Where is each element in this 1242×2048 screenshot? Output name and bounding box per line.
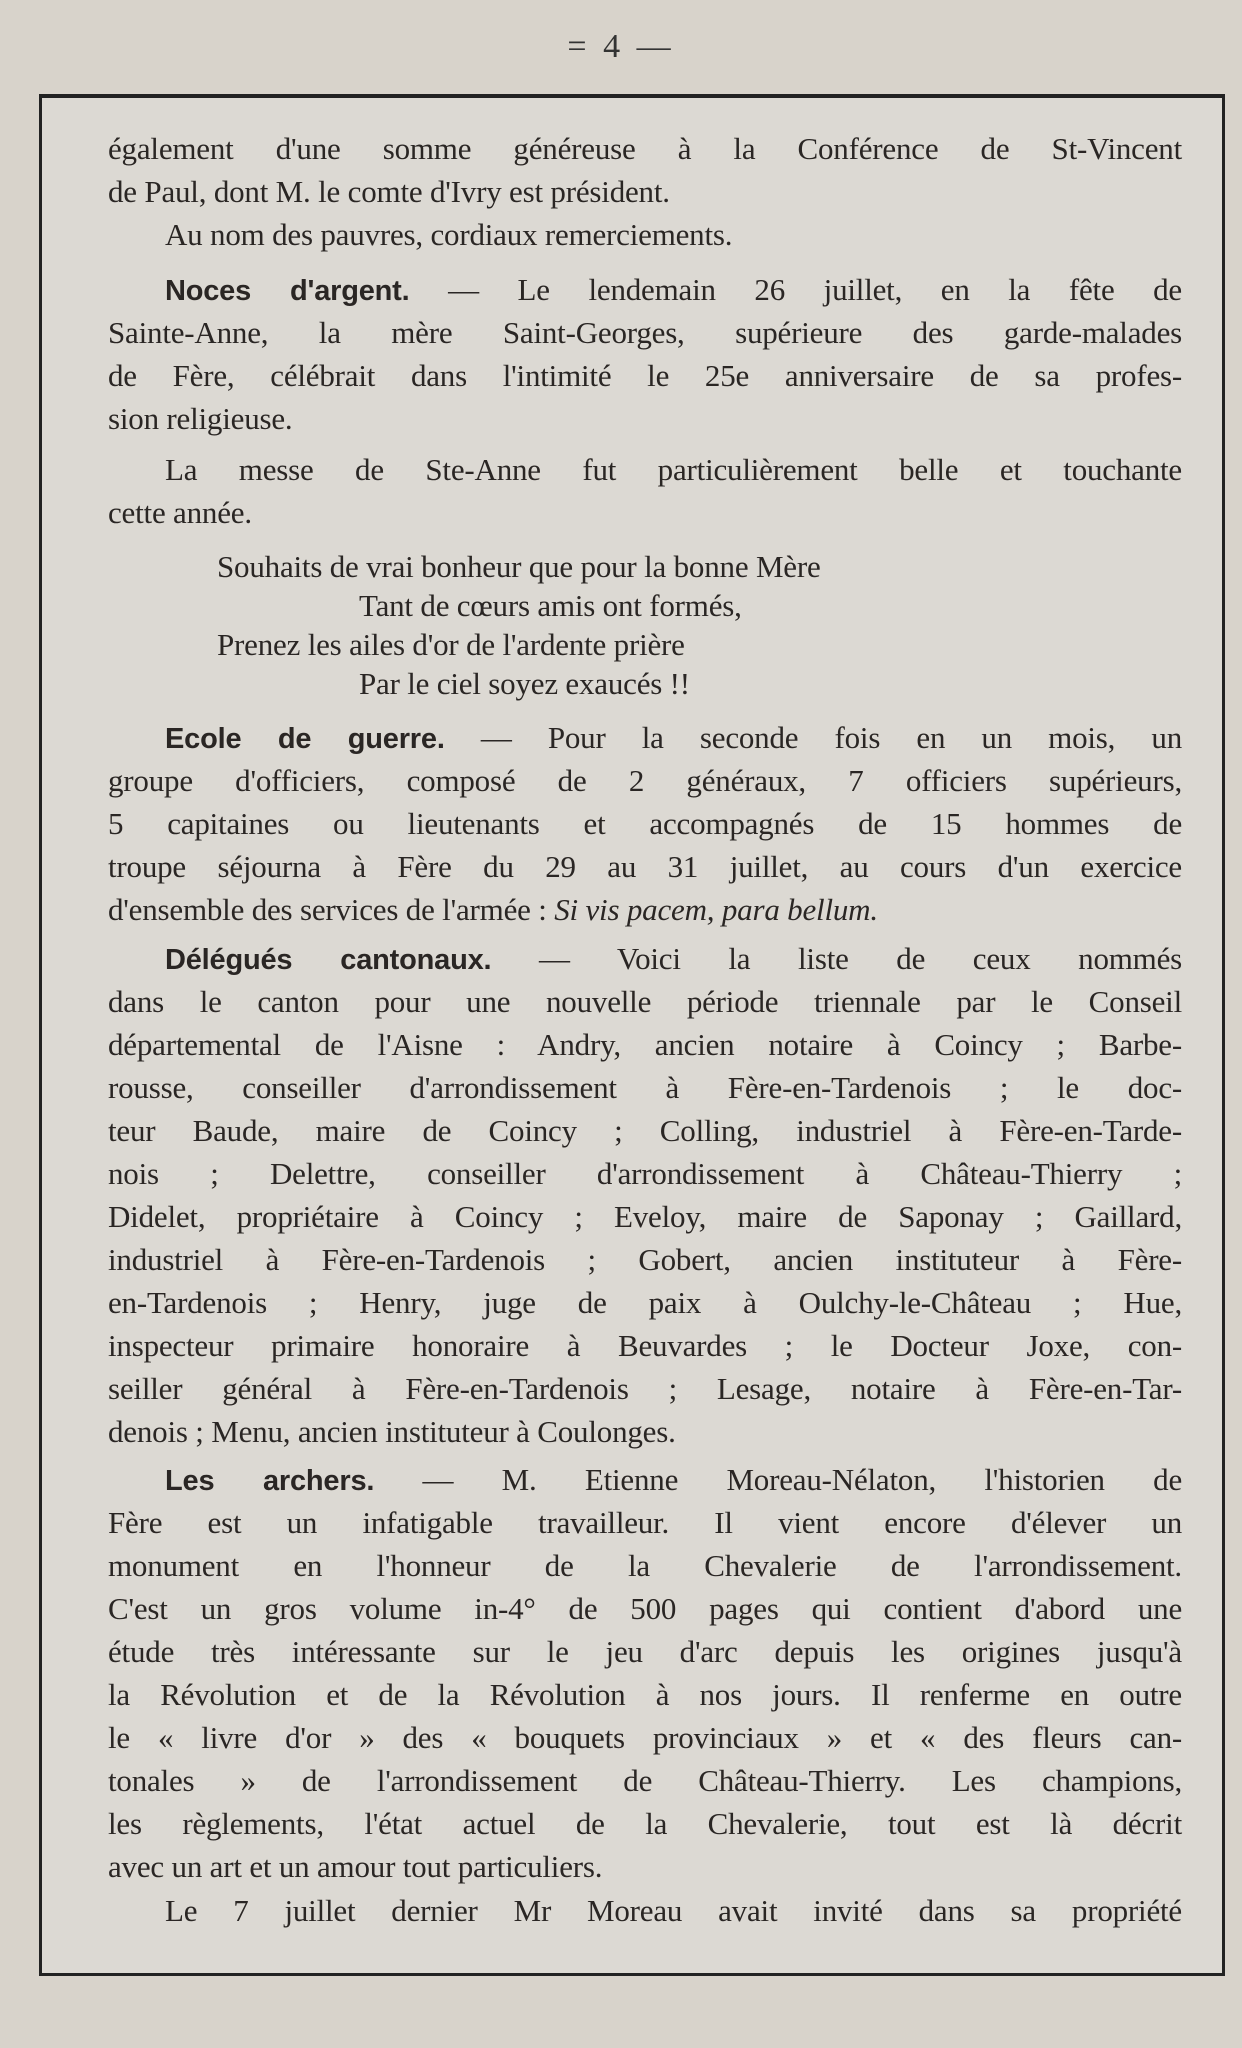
line-text: groupe d'officiers, composé de 2 généraux, 7 officiers supérieurs, (108, 763, 1182, 798)
text-line (108, 1889, 1182, 1932)
line-text: les règlements, l'état actuel de la Chevalerie, tout est là décrit (108, 1806, 1182, 1841)
paragraph-delegues-cantonaux (108, 937, 1182, 1453)
line-text: — M. Etienne Moreau-Nélaton, l'historien de (374, 1462, 1182, 1497)
paragraph-les-archers (108, 1458, 1182, 1888)
text-line (108, 1109, 1182, 1152)
text-line (108, 802, 1182, 845)
poem-line (108, 586, 1182, 625)
text-line (108, 311, 1182, 354)
line-text: 5 capitaines ou lieutenants et accompagnés de 15 hommes de (108, 806, 1182, 841)
line-text: le « livre d'or » des « bouquets provinciaux » et « des fleurs can- (108, 1720, 1182, 1755)
line-text: Par le ciel soyez exaucés !! (359, 666, 690, 701)
section-heading: Ecole de guerre. (165, 723, 445, 755)
line-text: Au nom des pauvres, cordiaux remerciements. (165, 217, 733, 252)
line-text: dans le canton pour une nouvelle période triennale par le Conseil (108, 984, 1182, 1019)
latin-quote: Si vis pacem, para bellum. (554, 892, 878, 927)
text-line (108, 1458, 1182, 1501)
line-text: La messe de Ste-Anne fut particulièrement belle et touchante (165, 452, 1182, 487)
text-line (108, 1716, 1182, 1759)
page-number: = 4 — (567, 28, 675, 65)
poem-line (108, 547, 1182, 586)
line-text: en-Tardenois ; Henry, juge de paix à Oulchy-le-Château ; Hue, (108, 1285, 1182, 1320)
line-text: départemental de l'Aisne : Andry, ancien notaire à Coincy ; Barbe- (108, 1027, 1182, 1062)
text-line (108, 268, 1182, 311)
line-text: Sainte-Anne, la mère Saint-Georges, supérieure des garde-malades (108, 315, 1182, 350)
text-line (108, 845, 1182, 888)
line-text: — Voici la liste de ceux nommés (491, 941, 1182, 976)
line-text: troupe séjourna à Fère du 29 au 31 juillet, au cours d'un exercice (108, 849, 1182, 884)
line-text: de Fère, célébrait dans l'intimité le 25e anniversaire de sa profes- (108, 358, 1182, 393)
paragraph-7-juillet (108, 1889, 1182, 1932)
section-heading: Délégués cantonaux. (165, 944, 492, 976)
line-text: inspecteur primaire honoraire à Beuvardes ; le Docteur Joxe, con- (108, 1328, 1182, 1363)
section-heading: Noces d'argent. (165, 275, 410, 307)
poem-line (108, 625, 1182, 664)
line-text: industriel à Fère-en-Tardenois ; Gobert, ancien instituteur à Fère- (108, 1242, 1182, 1277)
text-line (108, 1238, 1182, 1281)
line-text: Souhaits de vrai bonheur que pour la bonne Mère (217, 549, 821, 584)
text-line (108, 1195, 1182, 1238)
text-line (108, 1367, 1182, 1410)
poem (108, 547, 1182, 703)
poem-line (108, 664, 1182, 703)
line-text: denois ; Menu, ancien instituteur à Coulonges. (108, 1414, 676, 1449)
text-line (108, 1802, 1182, 1845)
text-line (108, 1152, 1182, 1195)
text-line (108, 448, 1182, 491)
line-text: Tant de cœurs amis ont formés, (359, 588, 742, 623)
line-text: — Le lendemain 26 juillet, en la fête de (409, 272, 1182, 307)
line-text: nois ; Delettre, conseiller d'arrondissement à Château-Thierry ; (108, 1156, 1182, 1191)
text-line (108, 1324, 1182, 1367)
text-line (108, 170, 1182, 213)
paragraph-ecole-de-guerre (108, 716, 1182, 931)
text-line (108, 759, 1182, 802)
text-line (108, 491, 1182, 534)
article-text (108, 127, 1182, 1932)
line-text: — Pour la seconde fois en un mois, un (444, 720, 1182, 755)
text-line (108, 1501, 1182, 1544)
line-text: étude très intéressante sur le jeu d'arc depuis les origines jusqu'à (108, 1634, 1182, 1669)
paragraph-conference (108, 127, 1182, 213)
section-heading: Les archers. (165, 1465, 375, 1497)
line-text: également d'une somme généreuse à la Conférence de St-Vincent (108, 131, 1182, 166)
text-line (108, 354, 1182, 397)
text-line (108, 1281, 1182, 1324)
line-text: cette année. (108, 495, 252, 530)
text-line (108, 888, 1182, 931)
text-line (108, 980, 1182, 1023)
text-line (108, 1066, 1182, 1109)
text-line (108, 213, 1182, 256)
text-line (108, 1410, 1182, 1453)
line-text: Fère est un infatigable travailleur. Il vient encore d'élever un (108, 1505, 1182, 1540)
text-line (108, 716, 1182, 759)
paragraph-noces-d-argent (108, 268, 1182, 440)
text-line (108, 1673, 1182, 1716)
text-line (108, 1759, 1182, 1802)
line-text: sion religieuse. (108, 401, 293, 436)
text-line (108, 1587, 1182, 1630)
line-text: Le 7 juillet dernier Mr Moreau avait invité dans sa propriété (165, 1893, 1182, 1928)
text-line (108, 1544, 1182, 1587)
line-text: la Révolution et de la Révolution à nos jours. Il renferme en outre (108, 1677, 1182, 1712)
line-text: monument en l'honneur de la Chevalerie de l'arrondissement. (108, 1548, 1182, 1583)
paragraph-remerciements (108, 213, 1182, 256)
line-text: Didelet, propriétaire à Coincy ; Eveloy, maire de Saponay ; Gaillard, (108, 1199, 1182, 1234)
line-text: seiller général à Fère-en-Tardenois ; Lesage, notaire à Fère-en-Tar- (108, 1371, 1182, 1406)
paragraph-messe (108, 448, 1182, 534)
line-text: Prenez les ailes d'or de l'ardente prière (217, 627, 685, 662)
text-line (108, 1023, 1182, 1066)
line-text: d'ensemble des services de l'armée : (108, 892, 555, 927)
text-line (108, 1845, 1182, 1888)
line-text: rousse, conseiller d'arrondissement à Fère-en-Tardenois ; le doc- (108, 1070, 1182, 1105)
line-text: avec un art et un amour tout particuliers. (108, 1849, 603, 1884)
text-line (108, 127, 1182, 170)
text-line (108, 397, 1182, 440)
line-text: de Paul, dont M. le comte d'Ivry est président. (108, 174, 670, 209)
line-text: tonales » de l'arrondissement de Château-Thierry. Les champions, (108, 1763, 1182, 1798)
text-line (108, 1630, 1182, 1673)
line-text: C'est un gros volume in-4° de 500 pages qui contient d'abord une (108, 1591, 1182, 1626)
text-line (108, 937, 1182, 980)
line-text: teur Baude, maire de Coincy ; Colling, industriel à Fère-en-Tarde- (108, 1113, 1182, 1148)
